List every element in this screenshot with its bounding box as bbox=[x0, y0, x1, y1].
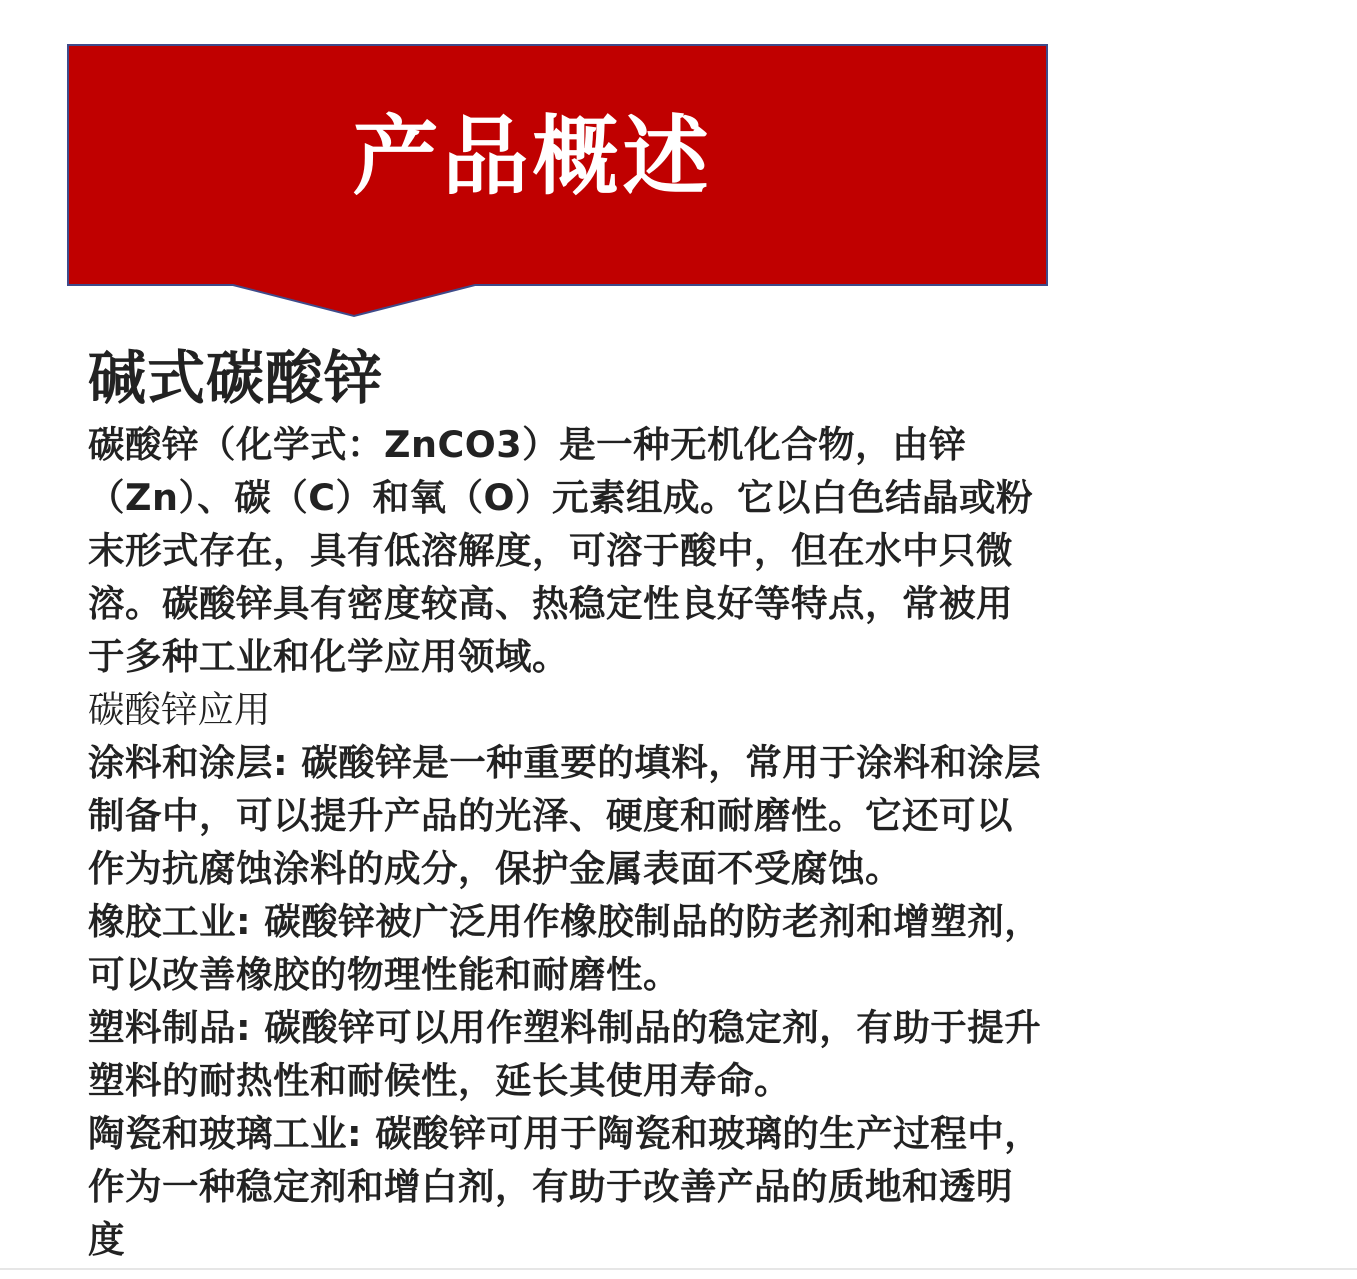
application-line: 塑料的耐热性和耐候性，延长其使用寿命。 bbox=[88, 1059, 791, 1102]
applications-heading: 碳酸锌应用 bbox=[88, 688, 271, 731]
application-line: 可以改善橡胶的物理性能和耐磨性。 bbox=[88, 953, 680, 996]
title-banner bbox=[67, 44, 1048, 319]
intro-line: （Zn）、碳（C）和氧（O）元素组成。它以白色结晶或粉 bbox=[88, 476, 1034, 519]
intro-line: 溶。碳酸锌具有密度较高、热稳定性良好等特点，常被用 bbox=[88, 582, 1013, 625]
application-item-coatings bbox=[88, 736, 1238, 895]
application-item-ceramics-glass bbox=[88, 1107, 1238, 1266]
application-line: 制备中，可以提升产品的光泽、硬度和耐磨性。它还可以 bbox=[88, 794, 1013, 837]
product-overview bbox=[88, 338, 1238, 1266]
application-line: 作为一种稳定剂和增白剂，有助于改善产品的质地和透明 bbox=[88, 1165, 1013, 1208]
banner-title: 产品概述 bbox=[352, 107, 713, 207]
application-line: 涂料和涂层: 碳酸锌是一种重要的填料，常用于涂料和涂层 bbox=[88, 741, 1042, 784]
application-line: 作为抗腐蚀涂料的成分，保护金属表面不受腐蚀。 bbox=[88, 847, 902, 890]
intro-line: 碳酸锌（化学式：ZnCO3）是一种无机化合物，由锌 bbox=[88, 423, 967, 466]
application-line: 塑料制品: 碳酸锌可以用作塑料制品的稳定剂，有助于提升 bbox=[88, 1006, 1042, 1049]
application-line: 橡胶工业: 碳酸锌被广泛用作橡胶制品的防老剂和增塑剂， bbox=[88, 900, 1042, 943]
bottom-divider bbox=[0, 1268, 1357, 1270]
application-line: 度 bbox=[88, 1218, 125, 1261]
product-name: 碱式碳酸锌 bbox=[88, 344, 384, 412]
application-item-rubber bbox=[88, 895, 1238, 1001]
intro-line: 末形式存在，具有低溶解度，可溶于酸中，但在水中只微 bbox=[88, 529, 1013, 572]
product-intro bbox=[88, 418, 1238, 683]
intro-line: 于多种工业和化学应用领域。 bbox=[88, 635, 569, 678]
application-line: 陶瓷和玻璃工业: 碳酸锌可用于陶瓷和玻璃的生产过程中， bbox=[88, 1112, 1042, 1155]
application-item-plastics bbox=[88, 1001, 1238, 1107]
